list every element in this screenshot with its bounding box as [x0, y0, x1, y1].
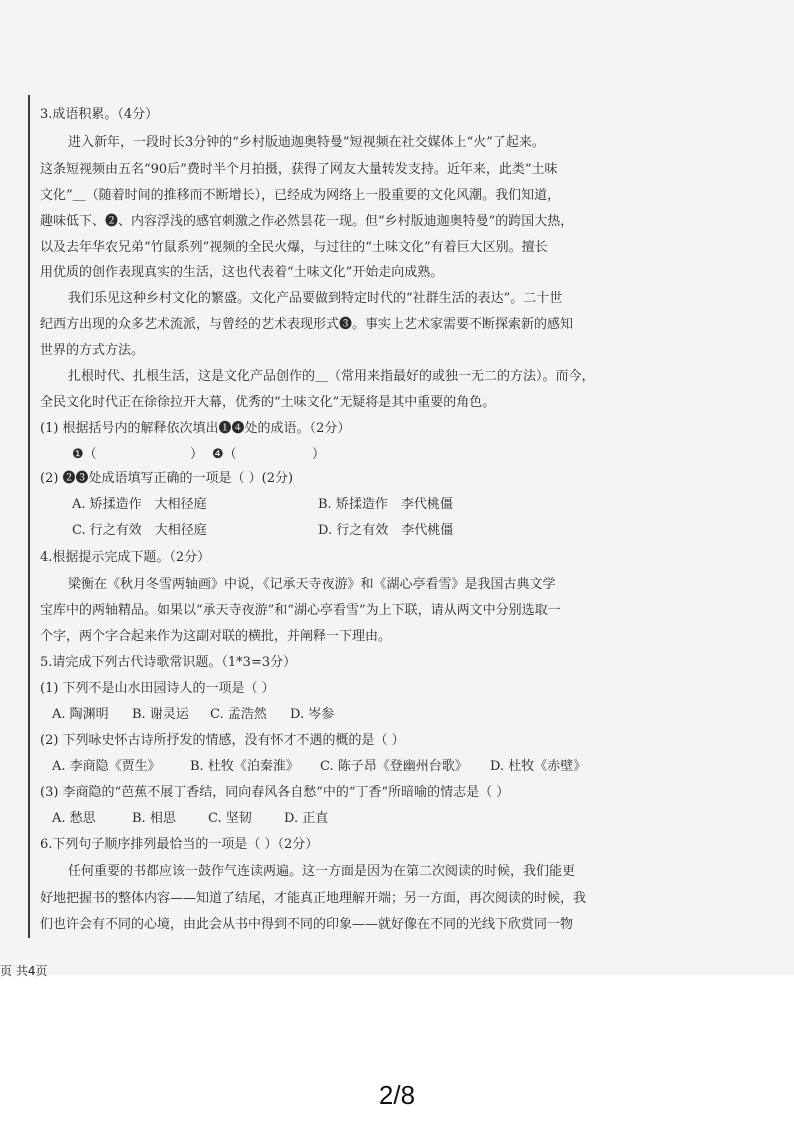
q6-line-1: 任何重要的书都应该一鼓作气连读两遍。这一方面是因为在第二次阅读的时候，我们能更: [68, 864, 576, 879]
q4-line-3: 个字，两个字合起来作为这副对联的横批，并阐释一下理由。: [40, 629, 392, 644]
q6-line-3: 们也许会有不同的心境，由此会从书中得到不同的印象——就好像在不同的光线下欣赏同一物: [40, 917, 574, 932]
q3-p2-line-1: 我们乐见这种乡村文化的繁盛。文化产品要做到特定时代的“社群生活的表达”。二十世: [68, 291, 563, 306]
q5-sub1-option-c: C. 孟浩然: [210, 707, 267, 722]
q5-sub2-option-a: A. 李商隐《贾生》: [52, 759, 161, 774]
q5-sub3-option-a: A. 愁思: [52, 811, 96, 826]
q3-sub1-blank-1-open: ❶（: [72, 447, 97, 462]
q3-sub1-blank-2-open: ❹（: [212, 447, 237, 462]
q5-sub3: (3) 李商隐的“芭蕉不展丁香结，同向春风各自愁”中的“丁香”所暗喻的情志是（ ）: [40, 785, 510, 800]
q4-line-2: 宝库中的两轴精品。如果以“承天寺夜游”和“湖心亭看雪”为上下联，请从两文中分别选取一: [40, 603, 561, 618]
q3-sub2-option-a: A. 矫揉造作 大相径庭: [72, 497, 207, 512]
q6-line-2: 好地把握书的整体内容——知道了结尾，才能真正地理解开端；另一方面，再次阅读的时候，我: [40, 891, 587, 906]
q4-line-1: 梁衡在《秋月冬雪两轴画》中说，《记承天寺夜游》和《湖心亭看雪》是我国古典文学: [68, 577, 556, 592]
q5-sub2-option-b: B. 杜牧《泊秦淮》: [190, 759, 299, 774]
q5-sub1-option-b: B. 谢灵运: [132, 707, 189, 722]
q3-p1-line-2: 这条短视频由五名“90后”费时半个月拍摄，获得了网友大量转发支持。近年来，此类“土味: [40, 162, 558, 177]
q3-sub1-blank-1-close: ）: [190, 447, 204, 462]
q3-p1-line-1: 进入新年，一段时长3分钟的“乡村版迪迦奥特曼”短视频在社交媒体上“火”了起来。: [68, 135, 545, 150]
q3-p2-line-2: 纪西方出现的众多艺术流派，与曾经的艺术表现形式❸。事实上艺术家需要不断探索新的感知: [40, 317, 574, 332]
q3-sub2-option-b: B. 矫揉造作 李代桃僵: [318, 497, 453, 512]
q3-sub2: (2) ❷❸处成语填写正确的一项是（ ）(2分): [40, 471, 294, 486]
q5-sub2-option-c: C. 陈子昂《登幽州台歌》: [320, 759, 468, 774]
q5-sub1-option-d: D. 岑参: [290, 707, 335, 722]
q5-sub1: (1) 下列不是山水田园诗人的一项是（ ）: [40, 681, 275, 696]
q3-sub1: (1) 根据括号内的解释依次填出❶❹处的成语。（2分）: [40, 421, 351, 436]
q3-sub1-blank-2-close: ）: [312, 447, 326, 462]
margin-line: [28, 95, 30, 938]
q3-p3-line-2: 全民文化时代正在徐徐拉开大幕，优秀的“土味文化”无疑将是其中重要的角色。: [40, 395, 496, 410]
q3-p1-line-5: 以及去年华农兄弟“竹鼠系列”视频的全民火爆，与过往的“土味文化”有着巨大区别。擅长: [40, 240, 548, 255]
q5-sub1-option-a: A. 陶渊明: [52, 707, 109, 722]
q5-sub2: (2) 下列咏史怀古诗所抒发的情感，没有怀才不遇的概的是（ ）: [40, 733, 405, 748]
q5-sub3-option-c: C. 坚韧: [208, 811, 252, 826]
q3-heading: 3.成语积累。（4分）: [40, 107, 159, 122]
q3-p1-line-3: 文化”＿（随着时间的推移而不断增长），已经成为网络上一股重要的文化风潮。我们知道，: [40, 188, 561, 203]
q3-p3-line-1: 扎根时代、扎根生活，这是文化产品创作的＿（常用来指最好的或独一无二的方法）。而今，: [68, 369, 595, 384]
q4-heading: 4.根据提示完成下题。（2分）: [40, 550, 211, 565]
q5-sub3-option-b: B. 相思: [132, 811, 176, 826]
page-footer: 页 共4页: [0, 964, 48, 978]
q5-sub2-option-d: D. 杜牧《赤壁》: [490, 759, 587, 774]
q3-p1-line-4: 趣味低下、❷、内容浮浅的感官刺激之作必然昙花一现。但“乡村版迪迦奥特曼”的跨国大热，: [40, 214, 574, 229]
q3-sub2-option-c: C. 行之有效 大相径庭: [72, 523, 207, 538]
q6-heading: 6.下列句子顺序排列最恰当的一项是（ ）（2分）: [40, 837, 319, 852]
q5-sub3-option-d: D. 正直: [284, 811, 329, 826]
q5-heading: 5.请完成下列古代诗歌常识题。（1*3=3分）: [40, 655, 297, 670]
q3-sub2-option-d: D. 行之有效 李代桃僵: [318, 523, 454, 538]
q3-p2-line-3: 世界的方式方法。: [40, 343, 145, 358]
q3-p1-line-6: 用优质的创作表现真实的生活，这也代表着“土味文化”开始走向成熟。: [40, 265, 444, 280]
page-indicator: 2/8: [378, 1080, 416, 1110]
